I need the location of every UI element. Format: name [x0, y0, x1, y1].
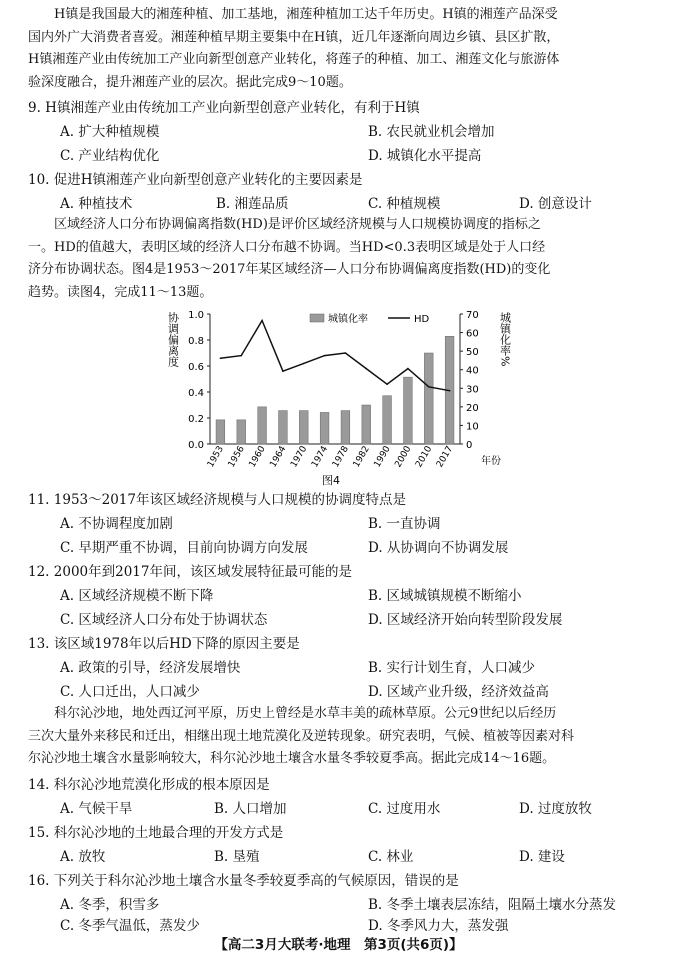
- x-tick-label: 1964: [268, 444, 289, 470]
- question-10-option-a[interactable]: A. 种植技术: [60, 196, 133, 212]
- urbanization-bar: [404, 377, 413, 444]
- passage-line: 趋势。读图4，完成11～13题。: [28, 284, 213, 300]
- urbanization-bar: [341, 411, 350, 444]
- question-16-option-a[interactable]: A. 冬季，积雪多: [60, 897, 160, 913]
- y-left-tick-label: 0.4: [188, 388, 204, 399]
- urbanization-bar: [216, 420, 225, 444]
- urbanization-bar: [383, 396, 392, 444]
- question-15-stem: 15. 科尔沁沙地的土地最合理的开发方式是: [28, 825, 284, 841]
- question-11-option-b[interactable]: B. 一直协调: [368, 516, 441, 532]
- page-footer: 【高二3月大联考·地理 第3页(共6页)】: [214, 937, 463, 953]
- question-14-option-d[interactable]: D. 过度放牧: [519, 801, 592, 817]
- x-tick-label: 1956: [226, 444, 247, 470]
- y-left-tick-label: 0.6: [188, 362, 204, 373]
- passage-horqin-sandy-land: [28, 703, 652, 771]
- urbanization-bar: [279, 411, 288, 444]
- question-15-option-c[interactable]: C. 林业: [368, 849, 414, 865]
- passage-line: H镇是我国最大的湘莲种植、加工基地，湘莲种植加工达千年历史。H镇的湘莲产品深受: [54, 7, 558, 22]
- question-14-option-b[interactable]: B. 人口增加: [214, 801, 287, 817]
- question-15-option-d[interactable]: D. 建设: [519, 849, 565, 865]
- urbanization-bar: [320, 412, 329, 444]
- y-right-tick-label: 20: [466, 402, 479, 414]
- passage-line: 验深度融合，提升湘莲产业的层次。据此完成9～10题。: [28, 74, 352, 90]
- hd-point: [220, 357, 222, 359]
- passage-line: 一。HD的值越大，表明区域的经济人口分布越不协调。当HD<0.3表明区域是处于人口经: [28, 239, 546, 255]
- x-tick-label: 1990: [372, 444, 393, 470]
- question-9-stem: 9. H镇湘莲产业由传统加工产业向新型创意产业转化，有利于H镇: [28, 100, 420, 116]
- passage-line: 科尔沁沙地，地处西辽河平原，历史上曾经是水草丰美的疏林草原。公元9世纪以后经历: [54, 706, 557, 721]
- y-right-tick-label: 60: [466, 328, 479, 340]
- question-14-stem: 14. 科尔沁沙地荒漠化形成的根本原因是: [28, 777, 270, 793]
- question-16-option-b[interactable]: B. 冬季土壤表层冻结，阻隔土壤水分蒸发: [368, 897, 617, 913]
- question-12-option-d[interactable]: D. 区域经济开始向转型阶段发展: [368, 612, 563, 628]
- hd-point: [261, 320, 263, 322]
- figure-4-chart: [160, 302, 520, 490]
- urbanization-bar: [362, 405, 371, 444]
- x-tick-label: 1982: [351, 444, 372, 470]
- question-13-option-a[interactable]: A. 政策的引导，经济发展增快: [60, 660, 241, 676]
- question-10-stem: 10. 促进H镇湘莲产业向新型创意产业转化的主要因素是: [28, 172, 363, 188]
- hd-point: [345, 352, 347, 354]
- legend-bar-label: 城镇化率: [328, 314, 368, 325]
- x-tick-label: 2017: [435, 444, 456, 470]
- x-tick-label: 2010: [414, 444, 435, 470]
- x-tick-label: 1953: [205, 444, 227, 470]
- question-10-option-b[interactable]: B. 湘莲品质: [216, 196, 289, 212]
- y-right-axis-label: 城镇化率%: [498, 312, 512, 367]
- hd-point: [282, 370, 284, 372]
- passage-h-town: [28, 4, 652, 94]
- y-left-tick-label: 0.8: [188, 336, 204, 347]
- urbanization-bar: [237, 420, 246, 444]
- question-11-option-c[interactable]: C. 早期严重不协调，目前向协调方向发展: [60, 540, 308, 556]
- x-tick-label: 2000: [393, 444, 414, 470]
- passage-line: H镇湘莲产业由传统加工产业向新型创意产业转化，将莲子的种植、加工、湘莲文化与旅游体: [28, 52, 560, 67]
- y-right-tick-label: 50: [466, 347, 479, 359]
- x-tick-label: 1974: [310, 444, 331, 470]
- x-axis-label: 年份: [481, 456, 501, 467]
- x-tick-label: 1970: [289, 444, 310, 470]
- x-tick-label: 1978: [330, 444, 352, 470]
- hd-point: [407, 368, 409, 370]
- hd-point: [240, 355, 242, 357]
- urbanization-bar: [424, 353, 433, 444]
- question-12-option-c[interactable]: C. 区域经济人口分布处于协调状态: [60, 612, 268, 628]
- legend-line-label: HD: [414, 314, 430, 325]
- passage-hd-index: [28, 214, 652, 304]
- hd-point: [303, 363, 305, 365]
- question-11-stem: 11. 1953～2017年该区域经济规模与人口规模的协调度特点是: [28, 492, 406, 508]
- question-13-stem: 13. 该区域1978年以后HD下降的原因主要是: [28, 636, 300, 652]
- question-10-option-c[interactable]: C. 种植规模: [368, 196, 441, 212]
- question-14-option-c[interactable]: C. 过度用水: [368, 801, 441, 817]
- legend-bar-swatch: [310, 314, 324, 322]
- y-right-tick-label: 70: [466, 310, 479, 321]
- question-16-option-c[interactable]: C. 冬季气温低，蒸发少: [60, 918, 200, 934]
- y-right-tick-label: 10: [466, 421, 479, 433]
- question-13-option-c[interactable]: C. 人口迁出，人口减少: [60, 684, 200, 700]
- question-16-stem: 16. 下列关于科尔沁沙地土壤含水量冬季较夏季高的气候原因，错误的是: [28, 873, 459, 889]
- hd-point: [386, 383, 388, 385]
- y-right-tick-label: 40: [466, 365, 479, 377]
- question-13-option-d[interactable]: D. 区域产业升级，经济效益高: [368, 684, 549, 700]
- hd-line: [220, 321, 449, 391]
- question-16-option-d[interactable]: D. 冬季风力大，蒸发强: [368, 918, 509, 934]
- y-left-tick-label: 0.2: [188, 414, 204, 425]
- urbanization-bar: [258, 407, 267, 444]
- question-9-option-c[interactable]: C. 产业结构优化: [60, 148, 160, 164]
- passage-line: 尔沁沙地土壤含水量影响较大，科尔沁沙地土壤含水量冬季较夏季高。据此完成14～16题。: [28, 751, 556, 766]
- x-tick-label: 1960: [247, 444, 268, 470]
- y-left-tick-label: 1.0: [188, 310, 204, 321]
- question-9-option-b[interactable]: B. 农民就业机会增加: [368, 124, 495, 140]
- hd-point: [449, 390, 451, 392]
- question-11-option-d[interactable]: D. 从协调向不协调发展: [368, 540, 509, 556]
- question-12-option-a[interactable]: A. 区域经济规模不断下降: [60, 588, 214, 604]
- y-right-tick-label: 0: [466, 440, 473, 451]
- passage-line: 三次大量外来移民和迁出，相继出现土地荒漠化及逆转现象。研究表明，气候、植被等因素对科: [28, 728, 575, 744]
- passage-line: 区域经济人口分布协调偏离指数(HD)是评价区域经济规模与人口规模协调度的指标之: [54, 217, 541, 232]
- passage-line: 济分布协调状态。图4是1953～2017年某区域经济—人口分布协调偏离度指数(HD)的变化: [28, 262, 551, 277]
- question-15-option-b[interactable]: B. 垦殖: [214, 849, 260, 865]
- urbanization-bar: [299, 411, 308, 444]
- question-11-option-a[interactable]: A. 不协调程度加剧: [60, 516, 173, 532]
- question-12-option-b[interactable]: B. 区域城镇规模不断缩小: [368, 588, 522, 604]
- question-9-option-a[interactable]: A. 扩大种植规模: [60, 124, 160, 140]
- y-right-tick-label: 30: [466, 384, 479, 396]
- hd-point: [324, 355, 326, 357]
- question-14-option-a[interactable]: A. 气候干旱: [60, 801, 133, 817]
- passage-line: 国内外广大消费者喜爱。湘莲种植早期主要集中在H镇，近几年逐渐向周边乡镇、县区扩散，: [28, 29, 560, 45]
- question-12-stem: 12. 2000年到2017年间，该区域发展特征最可能的是: [28, 564, 352, 580]
- question-10-option-d[interactable]: D. 创意设计: [519, 196, 592, 212]
- hd-point: [365, 368, 367, 370]
- hd-point: [428, 386, 430, 388]
- question-9-option-d[interactable]: D. 城镇化水平提高: [368, 148, 482, 164]
- question-13-option-b[interactable]: B. 实行计划生育，人口减少: [368, 660, 536, 676]
- figure-caption: 图4: [322, 474, 340, 487]
- question-15-option-a[interactable]: A. 放牧: [60, 849, 106, 865]
- y-left-tick-label: 0.0: [188, 440, 204, 451]
- y-left-axis-label: 协调偏离度: [166, 312, 180, 367]
